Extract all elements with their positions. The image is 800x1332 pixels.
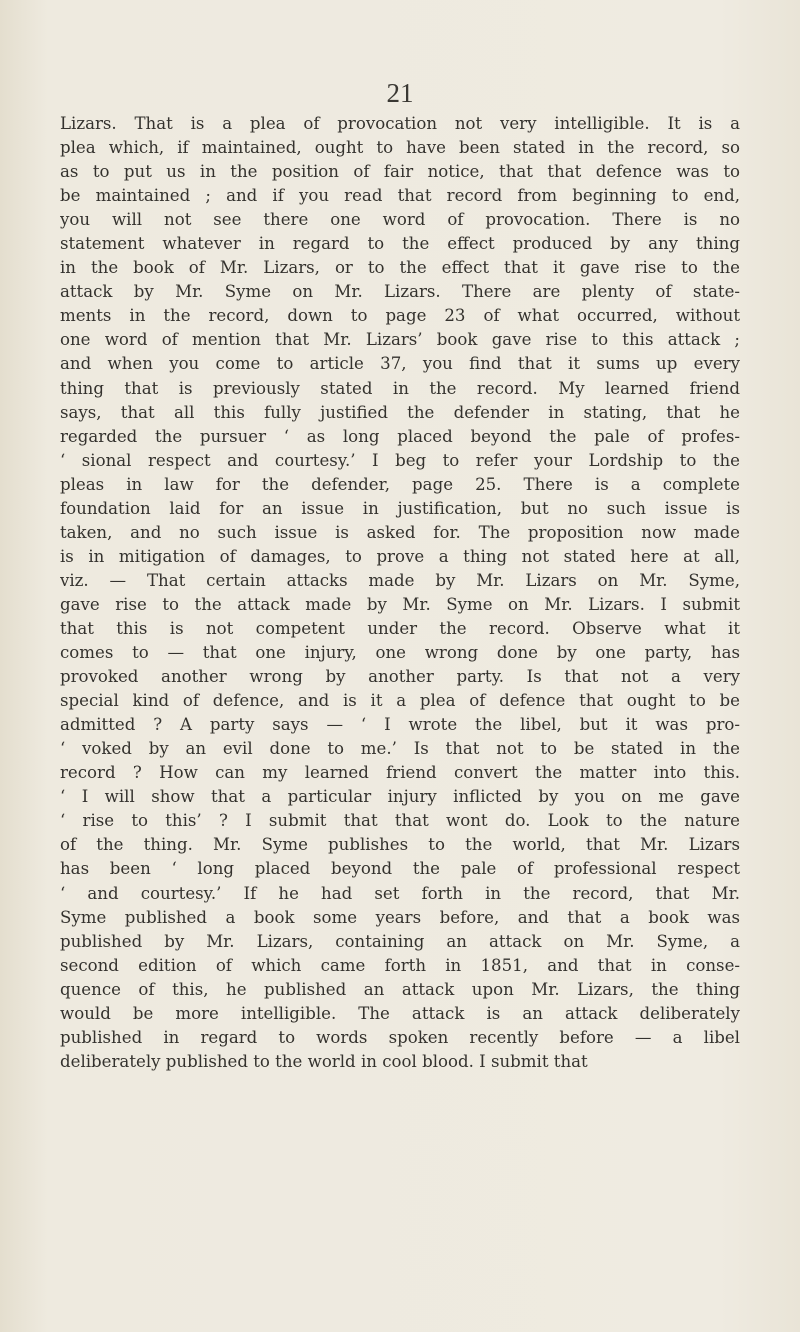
text-line: foundation laid for an issue in justification, but no such issue is [60,498,740,518]
text-line: Lizars. That is a plea of provocation not very intelligible. It is a [60,114,740,133]
text-line: you will not see there one word of provocation. There is no [60,210,740,230]
text-line: of the thing. Mr. Syme publishes to the world, that Mr. Lizars [60,835,740,855]
text-line: published in regard to words spoken recently before — a libel [60,1027,740,1047]
text-line: published by Mr. Lizars, containing an attack on Mr. Syme, a [60,931,740,951]
body-text [60,112,740,1074]
text-line: says, that all this fully justified the defender in stating, that he [60,402,740,422]
text-line: and when you come to article 37, you find that it sums up every [60,354,740,374]
page-number: 21 [386,78,414,108]
text-line: second edition of which came forth in 1851, and that in conse- [60,955,740,975]
text-line: ‘ rise to this’ ? I submit that that wont do. Look to the nature [60,811,740,831]
text-line: viz. — That certain attacks made by Mr. Lizars on Mr. Syme, [60,570,740,590]
text-line: plea which, if maintained, ought to have been stated in the record, so [60,138,740,158]
text-line: admitted ? A party says — ‘ I wrote the libel, but it was pro- [60,715,740,735]
text-line: would be more intelligible. The attack is an attack deliberately [60,1003,740,1023]
text-line: be maintained ; and if you read that record from beginning to end, [60,186,740,206]
text-line: ments in the record, down to page 23 of what occurred, without [60,306,740,326]
text-line: statement whatever in regard to the effect produced by any thing [60,234,740,254]
text-line: gave rise to the attack made by Mr. Syme on Mr. Lizars. I submit [60,594,740,614]
text-line: pleas in law for the defender, page 25. There is a complete [60,474,740,494]
text-line: has been ‘ long placed beyond the pale of professional respect [60,859,740,879]
text-line: deliberately published to the world in cool blood. I submit that [60,1051,588,1071]
text-line: ‘ and courtesy.’ If he had set forth in the record, that Mr. [60,883,740,903]
text-line: in the book of Mr. Lizars, or to the effect that it gave rise to the [60,258,740,278]
text-line: regarded the pursuer ‘ as long placed beyond the pale of profes- [60,426,740,446]
text-line: thing that is previously stated in the record. My learned friend [60,378,740,398]
text-line: special kind of defence, and is it a plea of defence that ought to be [60,691,740,711]
text-line: record ? How can my learned friend convert the matter into this. [60,763,740,783]
text-line: that this is not competent under the record. Observe what it [60,618,740,638]
text-line: is in mitigation of damages, to prove a thing not stated here at all, [60,546,740,566]
text-line: provoked another wrong by another party. Is that not a very [60,667,740,687]
text-line: quence of this, he published an attack upon Mr. Lizars, the thing [60,979,740,999]
text-line: one word of mention that Mr. Lizars’ book gave rise to this attack ; [60,330,740,350]
text-line: ‘ sional respect and courtesy.’ I beg to refer your Lordship to the [60,450,740,470]
text-line: ‘ voked by an evil done to me.’ Is that not to be stated in the [60,739,740,759]
text-line: comes to — that one injury, one wrong done by one party, has [60,643,740,663]
text-line: Syme published a book some years before, and that a book was [60,907,740,927]
text-line: attack by Mr. Syme on Mr. Lizars. There are plenty of state- [60,282,740,302]
text-line: as to put us in the position of fair notice, that that defence was to [60,162,740,182]
text-line: taken, and no such issue is asked for. The proposition now made [60,522,740,542]
text-line: ‘ I will show that a particular injury inflicted by you on me gave [60,787,740,807]
